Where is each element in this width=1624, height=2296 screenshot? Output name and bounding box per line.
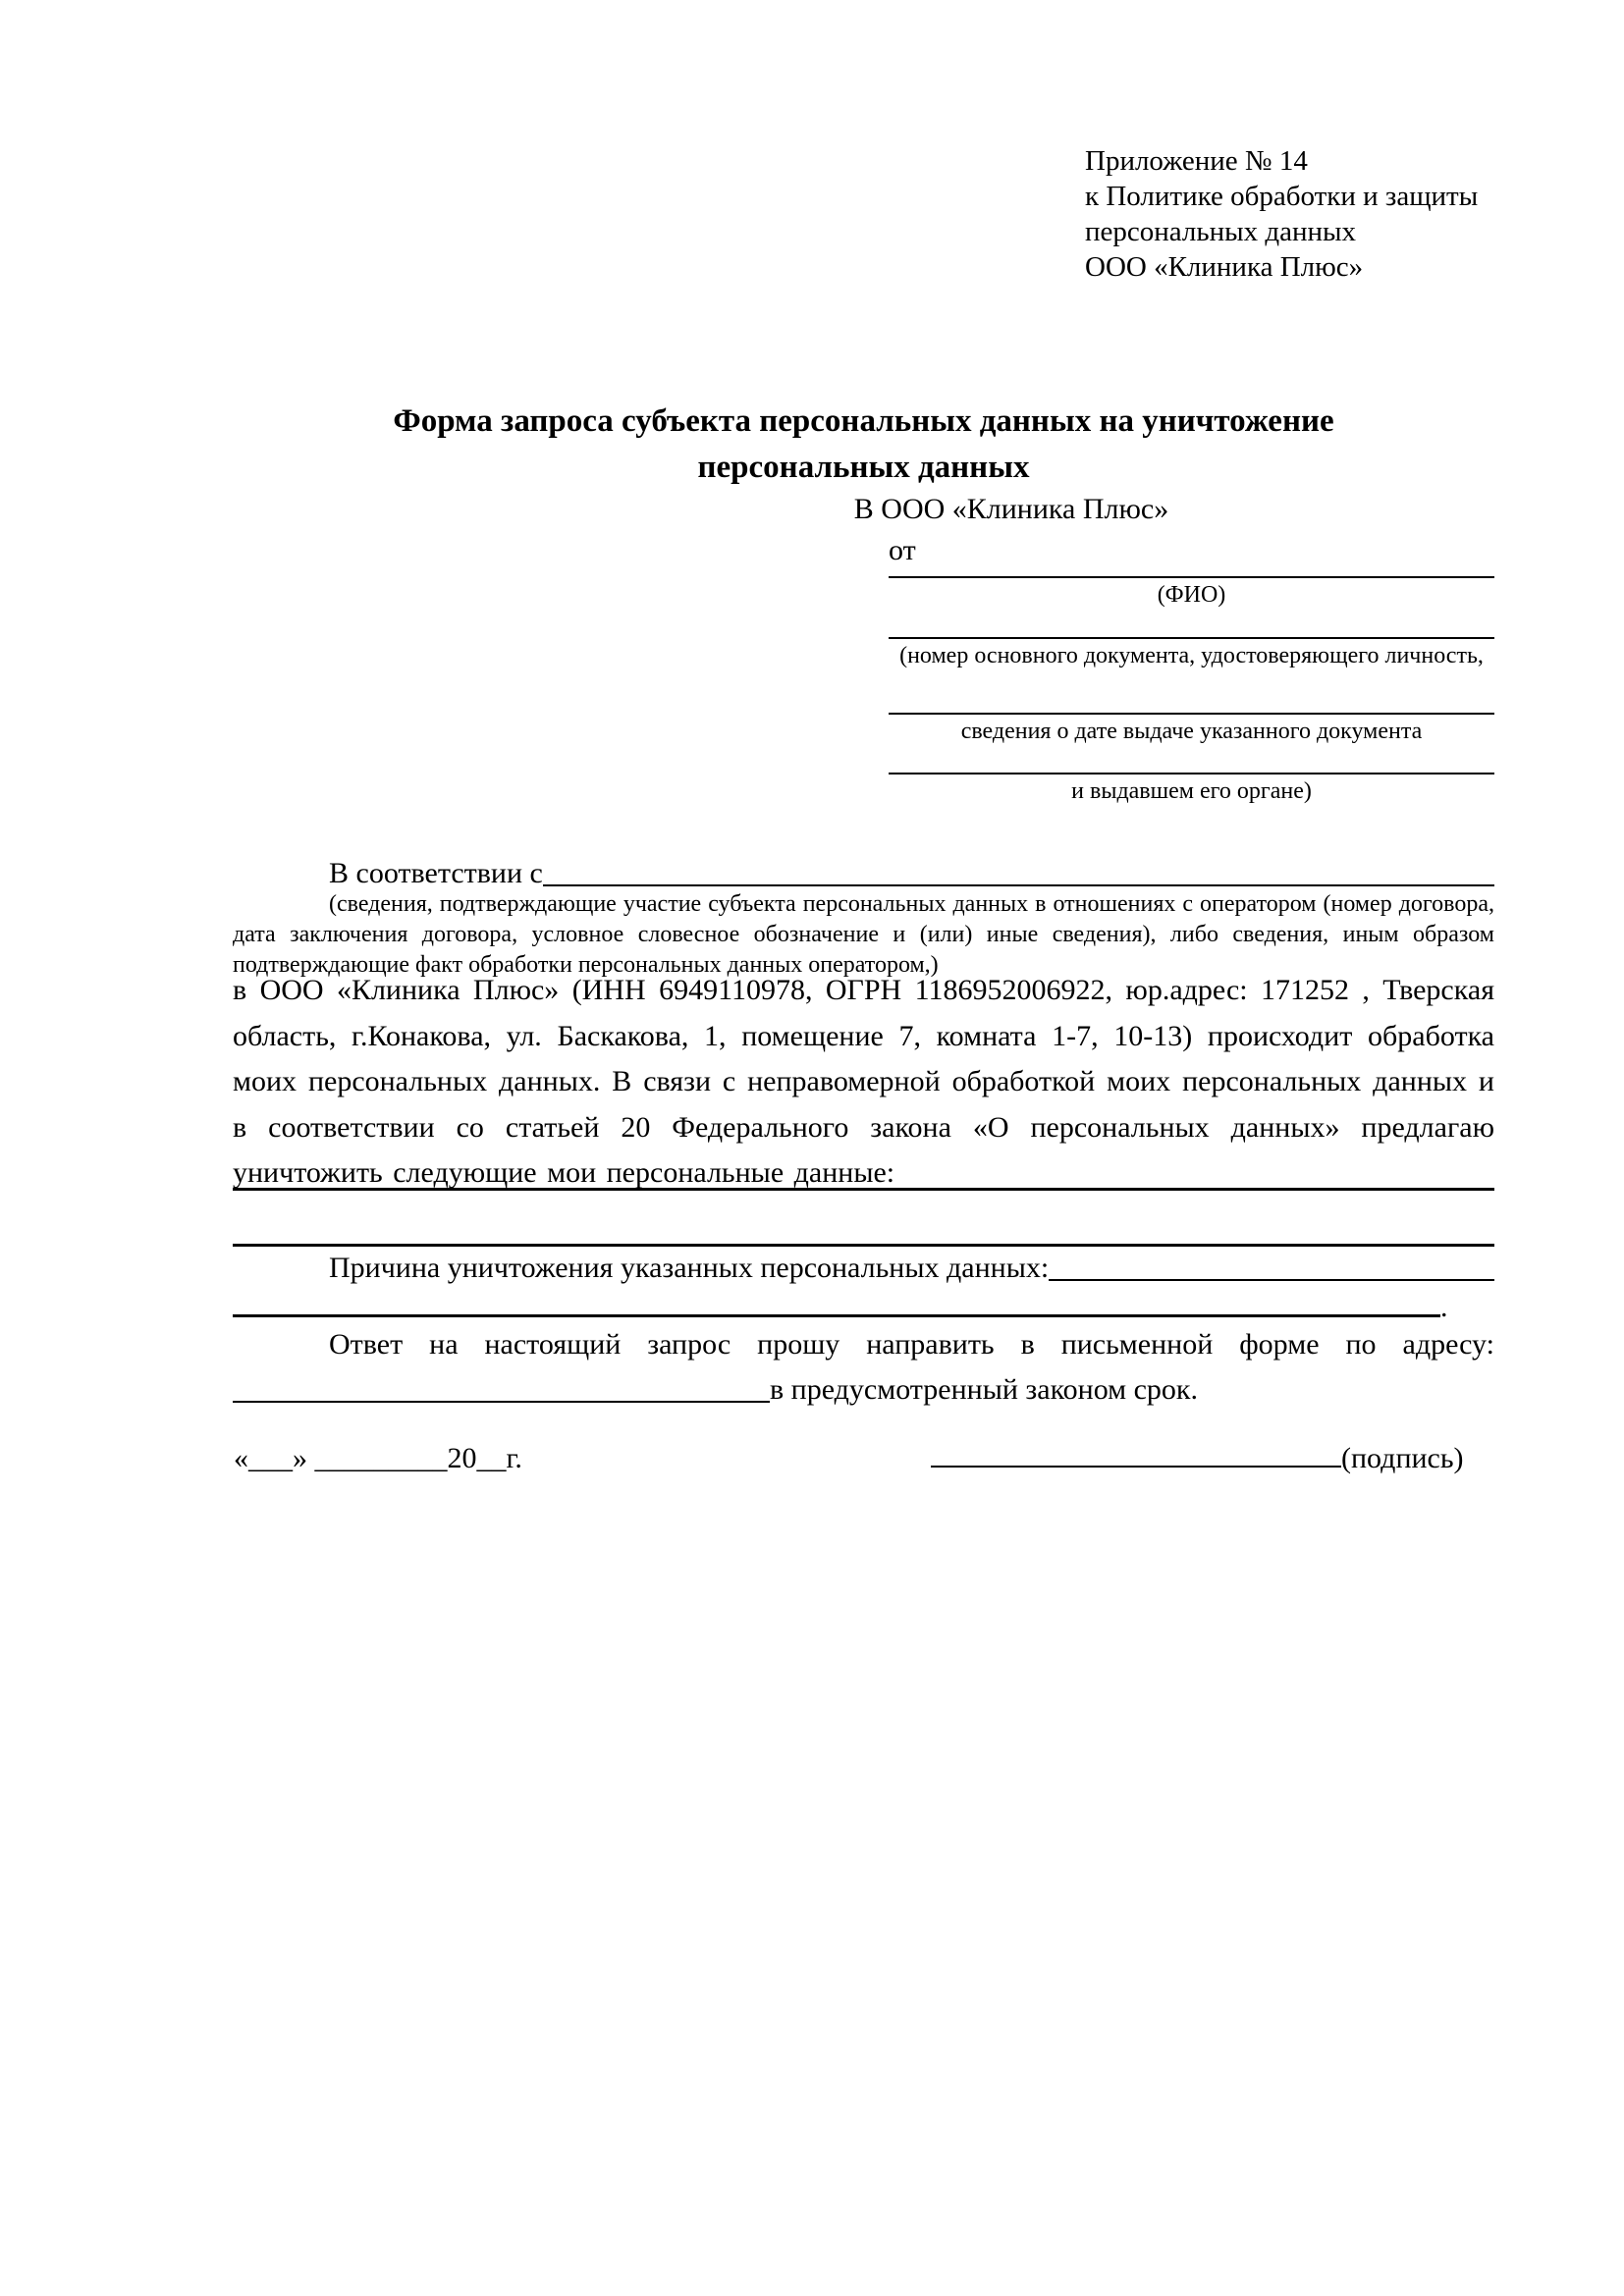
data-blank-line-1 <box>233 1188 1494 1191</box>
reason-continuation-row <box>233 1291 1494 1323</box>
main-paragraph: в ООО «Клиника Плюс» (ИНН 6949110978, ОГРН 1186952006922, юр.адрес: 171252 , Тверская область, г.Конакова, ул. Баскакова, 1, помещение 7, комната 1-7, 10-13) происходит обработка моих персональных данных. В связи с неправомерной обработкой моих персональных данных и в соответствии со статьей 20 Федерального закона «О персональных данных» предлагаю уничтожить следующие мои персональные данные: <box>233 974 1494 1189</box>
doc-number-field <box>889 637 1494 670</box>
signature-caption: (подпись) <box>1341 1442 1464 1474</box>
accordance-label: В соответствии с <box>329 857 543 889</box>
issue-date-field <box>889 713 1494 746</box>
issuer-field <box>889 773 1494 806</box>
data-blank-line-2 <box>233 1244 1494 1247</box>
appendix-note-line: персональных данных <box>1085 216 1357 247</box>
page-title <box>233 399 1494 491</box>
fio-caption: (ФИО) <box>1157 582 1226 608</box>
reason-blank-line-2 <box>233 1314 1440 1317</box>
appendix-note <box>1085 143 1478 285</box>
page-title-line: Форма запроса субъекта персональных данных на уничтожение <box>393 403 1334 439</box>
reply-paragraph: Ответ на настоящий запрос прошу направить в письменной форме по адресу: <box>329 1328 1494 1361</box>
from-label: от <box>889 534 916 566</box>
recipient-org: В ООО «Клиника Плюс» <box>853 493 1169 525</box>
accordance-blank-line <box>543 884 1494 886</box>
address-blank-line <box>233 1401 770 1403</box>
appendix-note-line: к Политике обработки и защиты <box>1085 181 1479 212</box>
issuer-caption: и выдавшем его органе) <box>1071 778 1312 804</box>
issue-date-caption: сведения о дате выдаче указанного документа <box>960 719 1423 744</box>
period-dot: . <box>1440 1291 1448 1323</box>
reason-row <box>233 1249 1494 1288</box>
signature-block <box>931 1439 1464 1478</box>
small-print-note: (сведения, подтверждающие участие субъекта персональных данных в отношениях с оператором (номер договора, дата заключения договора, условное словесное обозначение и (или) иные сведения), либо сведения, иным образом подтверждающие факт обработки персональных данных оператором,) <box>233 891 1494 978</box>
appendix-note-line: Приложение № 14 <box>1085 145 1308 177</box>
signature-blank-line <box>931 1466 1341 1468</box>
accordance-row <box>233 854 1494 893</box>
date-blank: «___» _________20__г. <box>234 1442 522 1474</box>
reason-label: Причина уничтожения указанных персональных данных: <box>329 1252 1050 1284</box>
appendix-note-line: ООО «Клиника Плюс» <box>1085 251 1364 283</box>
fio-field <box>889 576 1494 610</box>
page-title-line: персональных данных <box>697 450 1030 485</box>
reply-address-row <box>233 1370 1494 1410</box>
doc-number-caption: (номер основного документа, удостоверяющего личность, <box>899 643 1484 668</box>
reason-blank-line <box>1049 1279 1494 1281</box>
reply-tail-text: в предусмотренный законом срок. <box>770 1373 1198 1406</box>
